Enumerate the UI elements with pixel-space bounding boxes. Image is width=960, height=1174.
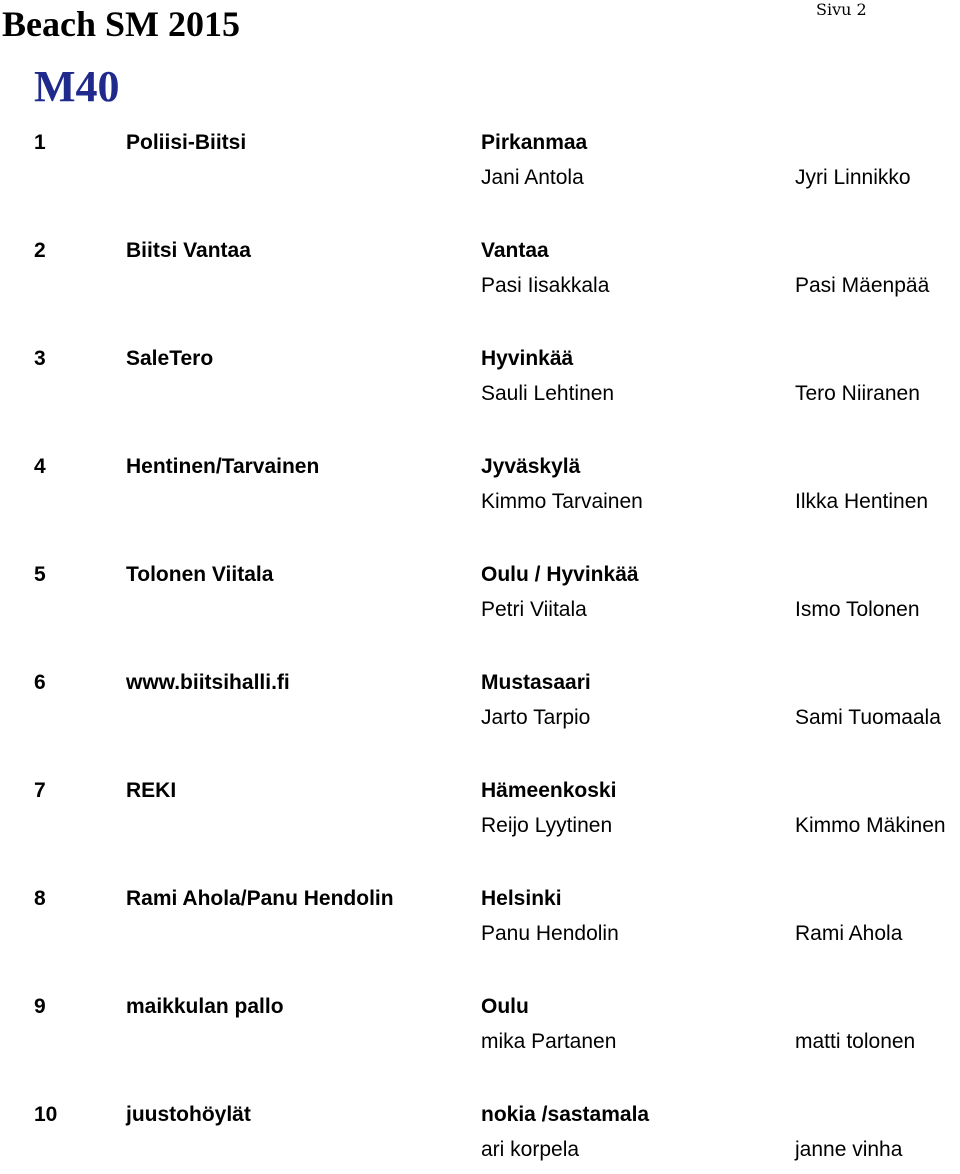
result-entry [0,346,960,418]
entry-rank: 2 [34,239,46,262]
entry-player-2: Rami Ahola [795,922,903,945]
page-number-label: Sivu 2 [816,0,867,19]
entry-player-2: janne vinha [795,1138,903,1161]
entry-team-name: Biitsi Vantaa [126,239,251,262]
result-entry [0,1102,960,1174]
entry-team-name: REKI [126,779,177,802]
entry-city: Oulu [481,995,529,1018]
entry-team-name: maikkulan pallo [126,995,284,1018]
entry-team-name: Tolonen Viitala [126,563,274,586]
entry-rank: 1 [34,131,46,154]
entry-city: Hämeenkoski [481,779,617,802]
entry-player-1: Pasi Iisakkala [481,274,610,297]
entry-city: Vantaa [481,239,549,262]
entry-player-1: Reijo Lyytinen [481,814,613,837]
entry-team-name: juustohöylät [126,1103,251,1126]
entry-player-2: Ilkka Hentinen [795,490,929,513]
entry-player-1: Kimmo Tarvainen [481,490,643,513]
entry-player-1: Sauli Lehtinen [481,382,615,405]
entry-city: Mustasaari [481,671,591,694]
entry-player-2: Kimmo Mäkinen [795,814,946,837]
entry-rank: 8 [34,887,46,910]
category-heading: M40 [34,62,120,111]
entry-player-1: Panu Hendolin [481,922,619,945]
entry-rank: 3 [34,347,46,370]
entry-city: nokia /sastamala [481,1103,650,1126]
entry-player-2: Jyri Linnikko [795,166,911,189]
entry-team-name: Poliisi-Biitsi [126,131,247,154]
entry-city: Oulu / Hyvinkää [481,563,639,586]
entry-player-1: Petri Viitala [481,598,587,621]
entry-rank: 9 [34,995,46,1018]
entry-team-name: SaleTero [126,347,214,370]
entry-city: Jyväskylä [481,455,581,478]
entry-rank: 10 [34,1103,58,1126]
entry-city: Pirkanmaa [481,131,588,154]
result-entry [0,238,960,310]
result-entry [0,454,960,526]
entry-rank: 4 [34,455,46,478]
result-entry [0,562,960,634]
entry-rank: 6 [34,671,46,694]
entry-rank: 7 [34,779,46,802]
entry-city: Hyvinkää [481,347,574,370]
result-entry [0,886,960,958]
entry-city: Helsinki [481,887,562,910]
result-entry [0,130,960,202]
document-title: Beach SM 2015 [2,4,240,44]
entry-player-2: Sami Tuomaala [795,706,941,729]
result-entry [0,778,960,850]
entry-player-2: matti tolonen [795,1030,916,1053]
result-entry [0,670,960,742]
entry-player-2: Ismo Tolonen [795,598,920,621]
entry-team-name: Rami Ahola/Panu Hendolin [126,887,394,910]
entry-team-name: www.biitsihalli.fi [126,671,290,694]
result-entry [0,994,960,1066]
entry-player-1: mika Partanen [481,1030,617,1053]
entry-player-1: ari korpela [481,1138,580,1161]
entry-team-name: Hentinen/Tarvainen [126,455,320,478]
entry-player-1: Jani Antola [481,166,584,189]
entry-player-2: Pasi Mäenpää [795,274,930,297]
entry-player-1: Jarto Tarpio [481,706,591,729]
entry-rank: 5 [34,563,46,586]
entry-player-2: Tero Niiranen [795,382,920,405]
